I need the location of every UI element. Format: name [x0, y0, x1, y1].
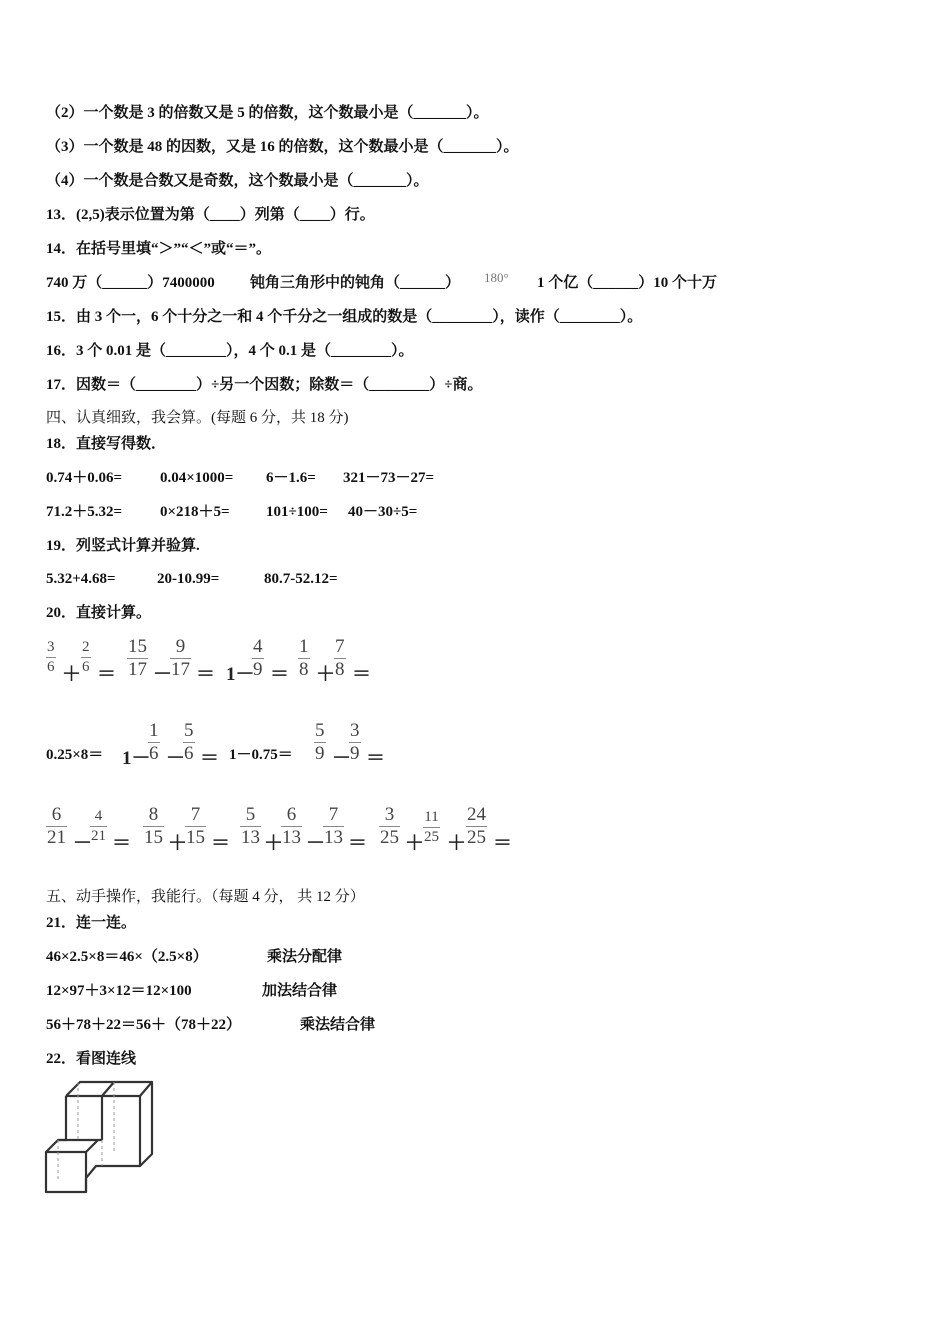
- operator: －: [332, 748, 352, 769]
- equals: ＝: [196, 664, 216, 685]
- q18-text: 18．直接写得数．: [46, 436, 167, 452]
- equals: ＝: [112, 833, 132, 854]
- fraction: 5 9: [315, 720, 325, 764]
- q19-item: 5.32+4.68=: [46, 571, 116, 587]
- q14-compare-row: [46, 270, 946, 293]
- equals: ＝: [270, 664, 290, 685]
- q22-text: 22．看图连线: [46, 1051, 137, 1067]
- q18-item: 6－1.6=: [266, 470, 316, 486]
- cube-stack-figure: [44, 1080, 160, 1198]
- operator: －: [306, 833, 326, 854]
- fraction: 6 21: [47, 804, 66, 848]
- q14-text: 14．在括号里填“＞”“＜”或“＝”。: [46, 241, 272, 257]
- fraction: 3 6: [47, 639, 55, 675]
- q17-text: 17．因数＝（________）÷另一个因数；除数＝（________）÷商。: [46, 377, 483, 393]
- fraction: 7 13: [324, 804, 343, 848]
- equals: ＝: [366, 748, 386, 769]
- fraction: 15 17: [128, 636, 147, 680]
- section-5-heading: 五、动手操作，我能行。（每题 4 分， 共 12 分）: [46, 889, 365, 905]
- equals: ＝: [97, 664, 117, 685]
- q19-text: 19．列竖式计算并验算.: [46, 538, 200, 554]
- q21-text: 21．连一连。: [46, 915, 137, 931]
- fraction: 1 6: [149, 720, 159, 764]
- q20-item: 1－0.75＝: [229, 747, 293, 763]
- operator: ＋: [168, 833, 188, 854]
- q18-item: 71.2＋5.32=: [46, 504, 123, 520]
- q15-text: 15．由 3 个一，6 个十分之一和 4 个千分之一组成的数是（________），读作（________）。: [46, 309, 643, 325]
- q18-item: 321－73－27=: [343, 470, 435, 486]
- q12-part3: （3）一个数是 48 的因数，又是 16 的倍数，这个数最小是（_______）。: [46, 139, 519, 155]
- fraction: 3 9: [350, 720, 360, 764]
- fraction: 8 15: [144, 804, 163, 848]
- fraction: 1 8: [299, 636, 309, 680]
- operator: －: [73, 833, 93, 854]
- q14-compare-b: 钝角三角形中的钝角（______）: [250, 275, 461, 291]
- operator: ＋: [447, 833, 467, 854]
- cube-outline: [46, 1082, 152, 1192]
- q18-item: 0×218＋5=: [160, 504, 230, 520]
- one-minus: 1－: [122, 748, 151, 769]
- q21-expression: 12×97＋3×12＝12×100: [46, 983, 192, 999]
- fraction: 4 21: [91, 808, 106, 844]
- operator: ＋: [62, 664, 82, 685]
- q20-item: 0.25×8＝: [46, 747, 104, 763]
- q18-item: 40－30÷5=: [348, 504, 418, 520]
- one-minus: 1－: [226, 664, 255, 685]
- fraction: 7 8: [335, 636, 345, 680]
- q21-expression: 56＋78＋22＝56＋（78＋22）: [46, 1017, 242, 1033]
- equals: ＝: [352, 664, 372, 685]
- q18-item: 101÷100=: [266, 504, 328, 520]
- q14-degree-value: 180°: [484, 270, 509, 285]
- q14-compare-c: 1 个亿（______）10 个十万: [537, 275, 718, 291]
- operator: －: [153, 664, 173, 685]
- fraction: 6 13: [282, 804, 301, 848]
- q21-law: 乘法分配律: [267, 949, 343, 965]
- fraction: 2 6: [82, 639, 90, 675]
- q21-law: 加法结合律: [262, 983, 338, 999]
- q12-part4: （4）一个数是合数又是奇数，这个数最小是（_______）。: [46, 173, 429, 189]
- fraction: 5 13: [241, 804, 260, 848]
- equals: ＝: [200, 748, 220, 769]
- operator: ＋: [316, 664, 336, 685]
- q16-text: 16．3 个 0.01 是（________），4 个 0.1 是（________）。: [46, 343, 414, 359]
- q21-expression: 46×2.5×8＝46×（2.5×8）: [46, 949, 208, 965]
- q19-item: 20-10.99=: [157, 571, 220, 587]
- q18-item: 0.04×1000=: [160, 470, 234, 486]
- fraction: 5 6: [184, 720, 194, 764]
- equals: ＝: [493, 833, 513, 854]
- operator: ＋: [405, 833, 425, 854]
- operator: －: [166, 748, 186, 769]
- fraction: 7 15: [186, 804, 205, 848]
- q18-item: 0.74＋0.06=: [46, 470, 123, 486]
- q14-compare-a: 740 万（______）7400000: [46, 275, 215, 291]
- fraction: 24 25: [467, 804, 486, 848]
- equals: ＝: [348, 833, 368, 854]
- fraction: 9 17: [171, 636, 190, 680]
- fraction: 11 25: [424, 809, 439, 845]
- section-4-heading: 四、认真细致，我会算。(每题 6 分，共 18 分): [46, 410, 349, 426]
- q21-law: 乘法结合律: [300, 1017, 376, 1033]
- q13-text: 13．(2,5)表示位置为第（____）列第（____）行。: [46, 207, 375, 223]
- fraction: 4 9: [253, 636, 263, 680]
- equals: ＝: [211, 833, 231, 854]
- q19-item: 80.7-52.12=: [264, 571, 338, 587]
- q12-part2: （2）一个数是 3 的倍数又是 5 的倍数，这个数最小是（_______）。: [46, 105, 489, 121]
- q20-text: 20．直接计算。: [46, 605, 152, 621]
- fraction: 3 25: [380, 804, 399, 848]
- operator: ＋: [264, 833, 284, 854]
